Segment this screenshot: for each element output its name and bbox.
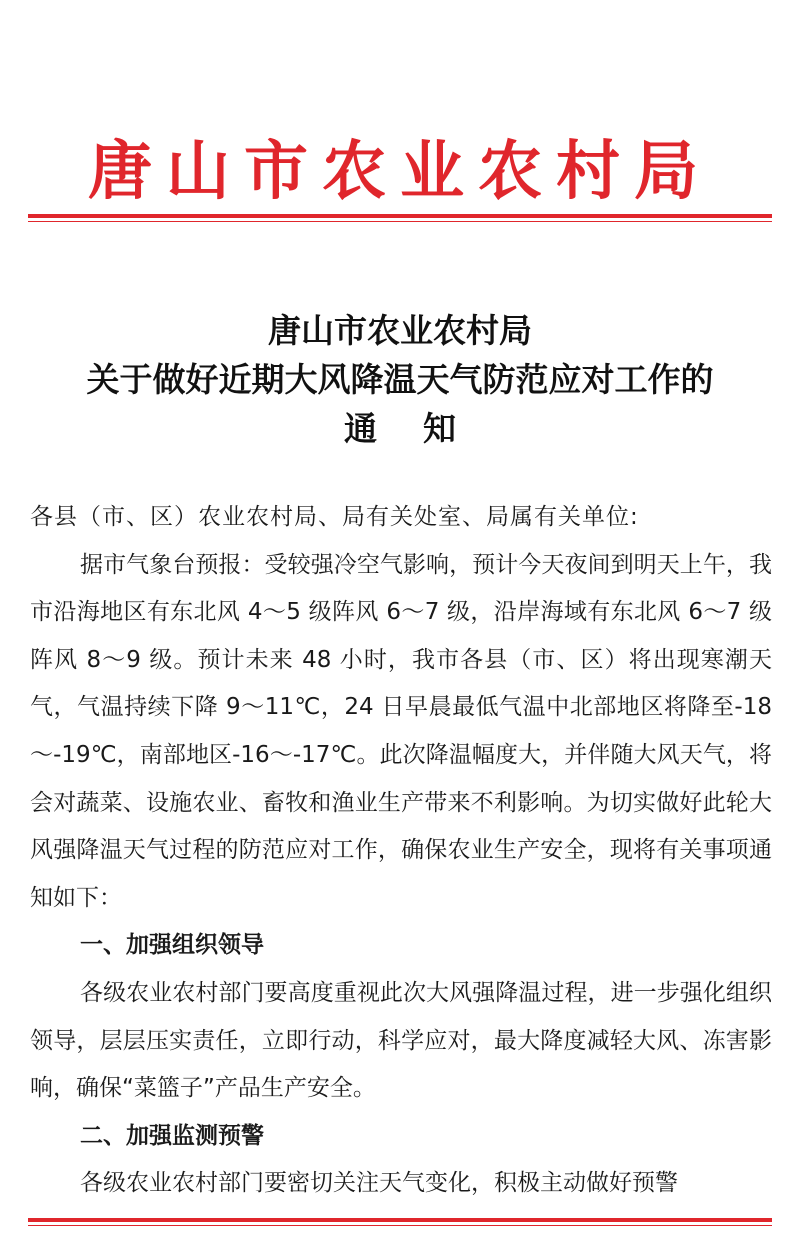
red-rule-thick bbox=[28, 214, 772, 218]
title-line-3: 通知 bbox=[344, 409, 502, 448]
title-line-2: 关于做好近期大风降温天气防范应对工作的 bbox=[86, 360, 714, 399]
letterhead-red-rule bbox=[28, 214, 772, 222]
document-title bbox=[0, 306, 800, 453]
section-heading-1: 一、加强组织领导 bbox=[80, 932, 264, 959]
org-letterhead: 唐山市农业农村局 bbox=[88, 134, 712, 209]
footer-rule-thin bbox=[28, 1225, 772, 1226]
red-rule-thin bbox=[28, 221, 772, 222]
paragraph-monitoring: 各级农业农村部门要密切关注天气变化，积极主动做好预警 bbox=[80, 1170, 678, 1197]
footer-red-rule bbox=[28, 1218, 772, 1226]
paragraph-organization: 各级农业农村部门要高度重视此次大风强降温过程，进一步强化组织领导，层层压实责任，立即行动，科学应对，最大降度减轻大风、冻害影响，确保“菜篮子”产品生产安全。 bbox=[30, 979, 772, 1102]
addressee: 各县（市、区）农业农村局、局有关处室、局属有关单位: bbox=[30, 504, 639, 530]
document-body bbox=[30, 494, 772, 1208]
paragraph-forecast: 据市气象台预报：受较强冷空气影响，预计今天夜间到明天上午，我市沿海地区有东北风 4～5 级阵风 6～7 级，沿岸海域有东北风 6～7 级阵风 8～9 级。预计未来 48 小时，我市各县（市、区）将出现寒潮天气，气温持续下降 9～11℃，24 日早晨最低气温中北部地区将降至-18～-19℃，南部地区-16～-17℃。此次降温幅度大，并伴随大风天气，将会对蔬菜、设施农业、畜牧和渔业生产带来不利影响。为切实做好此轮大风强降温天气过程的防范应对工作，确保农业生产安全，现将有关事项通知如下： bbox=[30, 551, 772, 911]
section-heading-2: 二、加强监测预警 bbox=[80, 1122, 264, 1149]
title-line-1: 唐山市农业农村局 bbox=[268, 311, 532, 350]
footer-rule-thick bbox=[28, 1218, 772, 1222]
